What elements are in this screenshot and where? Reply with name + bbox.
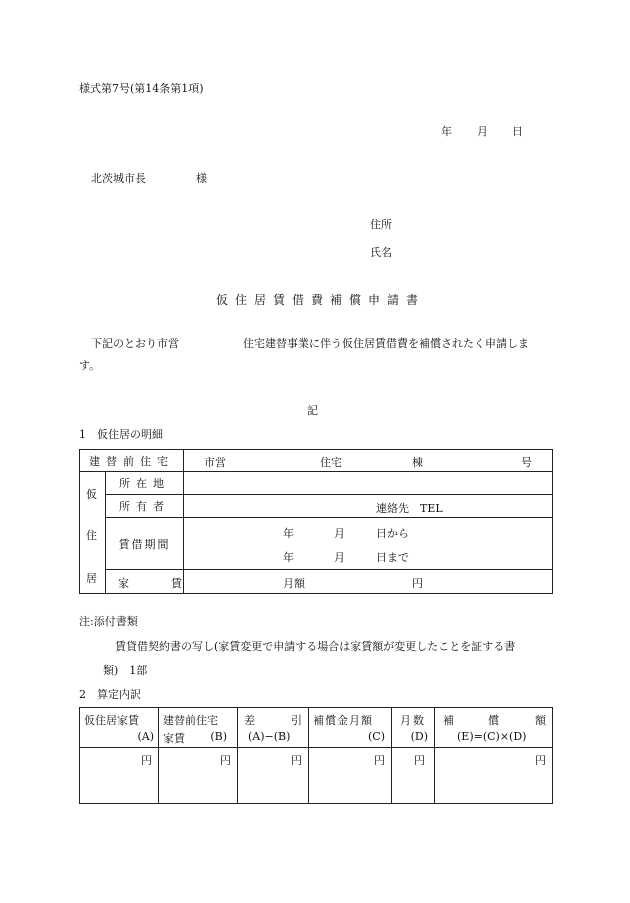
- col-e-top-right: 額: [535, 714, 546, 727]
- rent-label-text: 家賃: [118, 577, 224, 590]
- rent-value: [184, 570, 553, 594]
- date-day-label: 日: [512, 125, 523, 138]
- note-line2: 類) 1部: [103, 664, 148, 677]
- section2-heading: 2 算定内訳: [79, 688, 141, 701]
- col-a-top: 仮住居家賃: [84, 714, 139, 727]
- kari-char-1: 仮: [86, 488, 97, 501]
- col-d-header: [392, 708, 435, 748]
- col-diff-top-left: 差: [244, 714, 255, 727]
- body-text-2: す。: [79, 359, 101, 372]
- prev-housing-to: 棟: [412, 456, 423, 469]
- col-b-bottom: (B): [210, 730, 227, 743]
- body-text-1b: 住宅建替事業に伴う仮住居賃借費を補償されたく申請しま: [243, 337, 529, 350]
- col-d-bottom: (D): [410, 730, 428, 743]
- value-c: 円: [309, 748, 392, 804]
- prev-housing-jutaku: 住宅: [320, 456, 342, 469]
- col-e-header: [435, 708, 553, 748]
- note-heading: 注:添付書類: [79, 615, 138, 628]
- value-d-unit: 円: [414, 754, 425, 767]
- period-to-year: 年: [283, 551, 294, 564]
- col-diff-header: [238, 708, 309, 748]
- document-title: 仮住居賃借費補償申請書: [216, 293, 426, 307]
- kari-char-2: 住: [86, 529, 97, 542]
- prev-housing-label: 建替前住宅: [80, 450, 184, 472]
- addressee-name: 北茨城市長: [91, 172, 146, 185]
- prev-housing-go: 号: [521, 456, 532, 469]
- period-value: [184, 518, 553, 570]
- value-diff: 円: [238, 748, 309, 804]
- owner-value: [184, 495, 553, 518]
- period-label: 賃借期間: [106, 518, 184, 570]
- rent-label-cell: [106, 570, 224, 594]
- note-line1: 賃貸借契約書の写し(家賃変更で申請する場合は家賃額が変更したことを証する書: [115, 640, 516, 653]
- value-d: [392, 748, 435, 804]
- location-value: [184, 472, 553, 495]
- addressee-honorific: 様: [196, 172, 207, 185]
- owner-contact: 連絡先 TEL: [376, 502, 443, 515]
- prev-housing-shiei: 市営: [204, 456, 226, 469]
- col-b-bottom-left: 家賃: [163, 732, 185, 745]
- owner-label: 所有者: [106, 495, 184, 518]
- col-diff-bottom: (A)−(B): [248, 730, 291, 743]
- body-text-1a: 下記のとおり市営: [91, 337, 179, 350]
- col-diff-top-right: 引: [291, 714, 302, 727]
- location-label: 所在地: [106, 472, 184, 495]
- kari-char-3: 居: [86, 572, 97, 585]
- applicant-name-label: 氏名: [370, 246, 392, 259]
- col-d-top: 月数: [400, 714, 426, 727]
- date-year-label: 年: [441, 125, 452, 138]
- col-e-top-left: 補: [443, 714, 454, 727]
- prev-housing-value: [184, 450, 553, 472]
- value-e: 円: [435, 748, 553, 804]
- col-b-top: 建替前住宅: [163, 714, 218, 727]
- rent-unit: 円: [412, 577, 423, 590]
- period-from-year: 年: [283, 527, 294, 540]
- ki-label: 記: [307, 404, 318, 417]
- period-from-suffix: 日から: [376, 527, 409, 540]
- period-from-month: 月: [334, 527, 345, 540]
- date-month-label: 月: [477, 125, 488, 138]
- period-to-month: 月: [334, 551, 345, 564]
- col-a-header: [80, 708, 159, 748]
- calculation-table: [79, 707, 553, 804]
- col-e-top-mid: 償: [488, 714, 499, 727]
- applicant-address-label: 住所: [370, 218, 392, 231]
- col-c-bottom: (C): [368, 730, 385, 743]
- temporary-residence-table: [79, 449, 553, 594]
- rent-monthly-label: 月額: [283, 577, 305, 590]
- value-b: 円: [159, 748, 238, 804]
- col-b-header: [159, 708, 238, 748]
- value-a: 円: [80, 748, 159, 804]
- form-number: 様式第7号(第14条第1項): [79, 82, 204, 95]
- section1-heading: 1 仮住居の明細: [79, 428, 163, 441]
- period-to-suffix: 日まで: [376, 551, 409, 564]
- kari-column: [80, 472, 106, 594]
- col-e-bottom: (E)=(C)×(D): [457, 730, 527, 743]
- col-c-top: 補償金月額: [313, 714, 373, 727]
- col-c-header: [309, 708, 392, 748]
- col-a-bottom: (A): [137, 730, 154, 743]
